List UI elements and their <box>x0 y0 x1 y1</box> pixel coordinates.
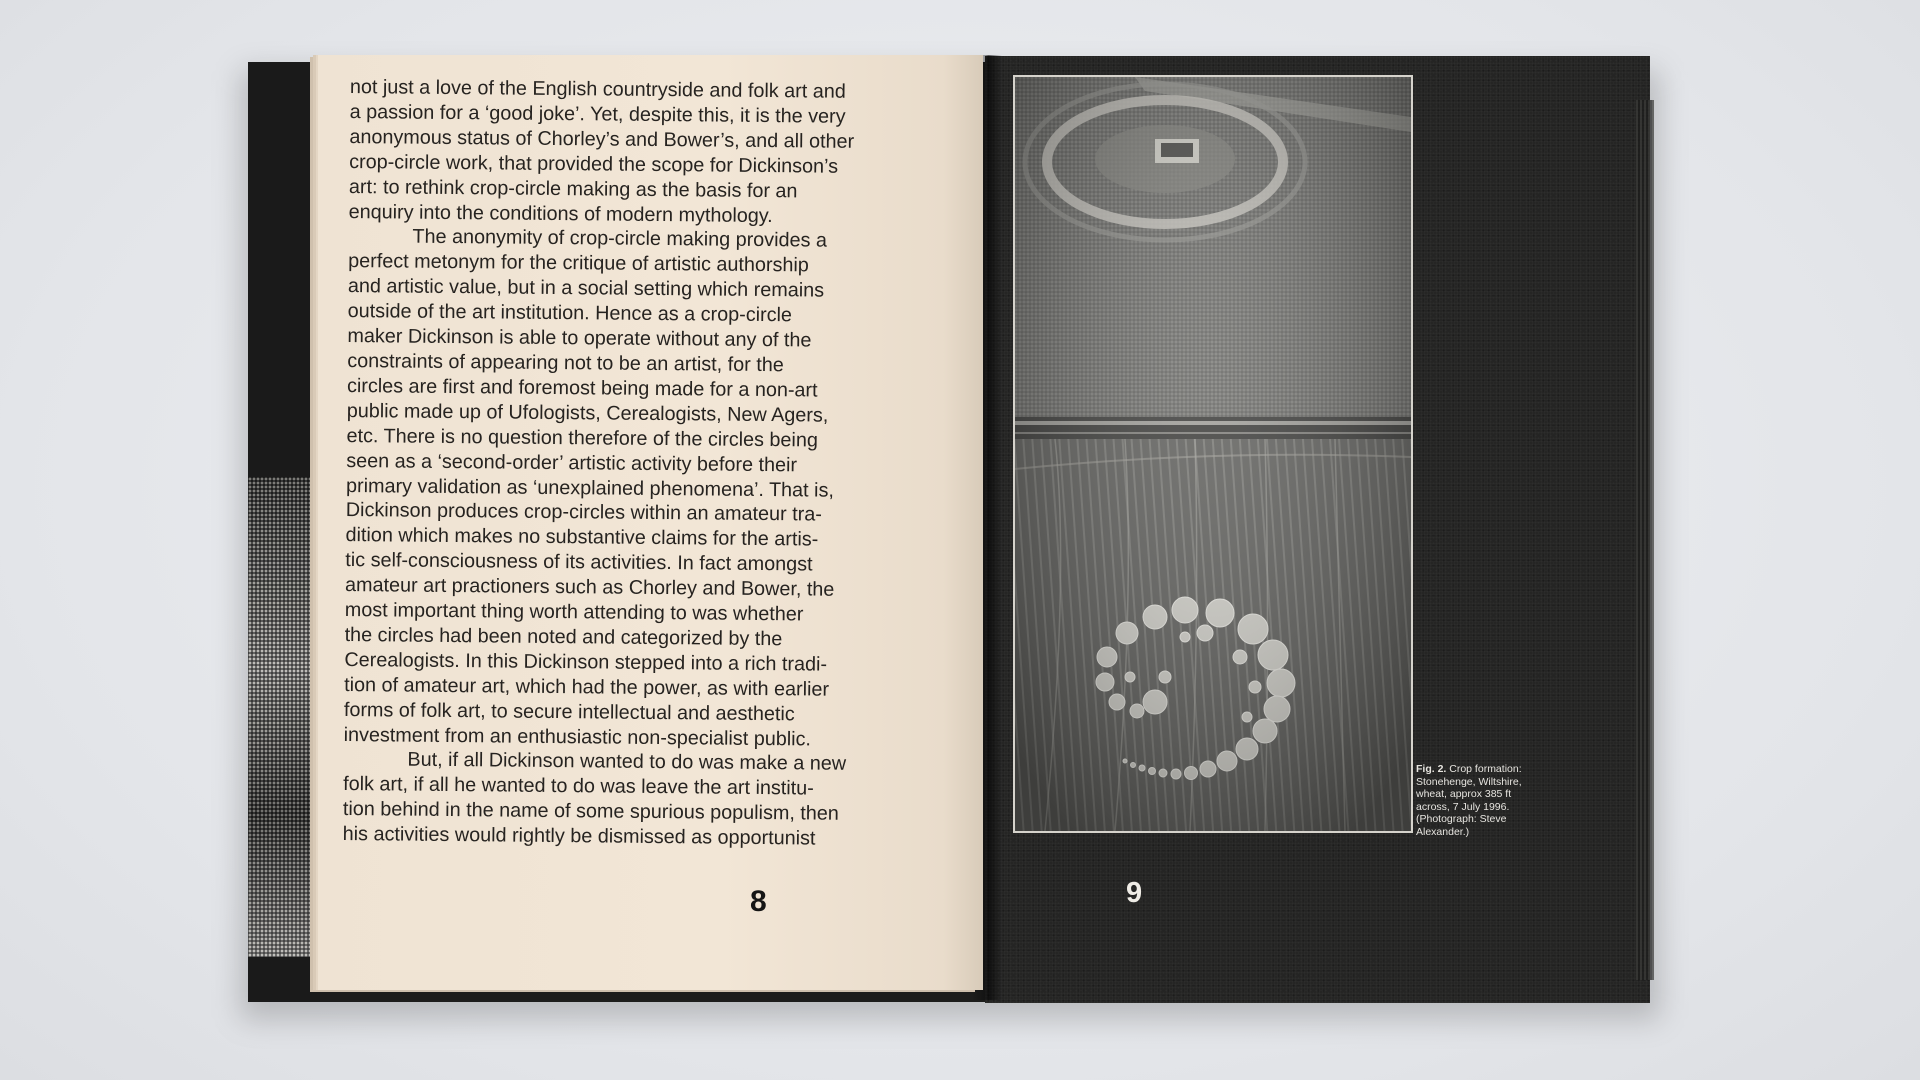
text-line: dition which makes no substantive claims for the artis- <box>345 524 819 551</box>
halftone-image-edge <box>248 477 320 957</box>
text-line: tic self-consciousness of its activities. In fact amongst <box>345 549 813 576</box>
caption-text: Crop formation: Stonehenge, Wiltshire, wheat, approx 385 ft across, 7 July 1996. (Photograph: Steve Alexander.) <box>1416 763 1522 838</box>
text-line: his activities would rightly be dismissed as opportunist <box>342 823 816 850</box>
caption-label: Fig. 2. <box>1416 763 1447 775</box>
right-page-edge <box>1636 100 1654 980</box>
text-line: maker Dickinson is able to operate without any of the <box>347 325 812 352</box>
text-line: anonymous status of Chorley’s and Bower’s, and all other <box>349 125 855 153</box>
text-line: constraints of appearing not to be an artist, for the <box>347 349 784 377</box>
page-number-right: 9 <box>1126 877 1143 909</box>
left-page <box>318 55 983 990</box>
crop-circle-photo <box>1013 75 1413 833</box>
text-line: crop-circle work, that provided the scope for Dickinson’s <box>349 150 839 178</box>
text-line: outside of the art institution. Hence as a crop-circle <box>347 300 793 327</box>
text-line: primary validation as ‘unexplained phenomena’. That is, <box>345 474 835 502</box>
page-number-left: 8 <box>750 885 767 918</box>
figure-caption <box>1416 763 1536 838</box>
text-line: tion behind in the name of some spurious populism, then <box>342 798 839 826</box>
previous-pages-edge <box>248 62 320 1002</box>
text-line: circles are first and foremost being made for a non-art <box>346 374 818 402</box>
text-line: tion of amateur art, which had the power, as with earlier <box>344 673 830 701</box>
text-line: most important thing worth attending to was whether <box>344 599 804 626</box>
text-line: enquiry into the conditions of modern mythology. <box>348 200 773 227</box>
text-line: Dickinson produces crop-circles within an amateur tra- <box>345 499 822 526</box>
text-line: amateur art practioners such as Chorley and Bower, the <box>344 574 835 601</box>
text-line: folk art, if all he wanted to do was leave the art institu- <box>343 773 814 800</box>
text-line: perfect metonym for the critique of artistic authorship <box>348 250 809 277</box>
text-line: Cerealogists. In this Dickinson stepped into a rich tradi- <box>344 648 828 676</box>
text-line: forms of folk art, to secure intellectual and aesthetic <box>343 698 795 725</box>
body-text <box>343 75 898 852</box>
text-line: public made up of Ufologists, Cerealogists, New Agers, <box>346 399 829 427</box>
text-line: and artistic value, but in a social setting which remains <box>347 275 825 302</box>
text-line: The anonymity of crop-circle making provides a <box>412 226 828 253</box>
text-line: art: to rethink crop-circle making as the basis for an <box>348 175 798 202</box>
text-line: investment from an enthusiastic non-specialist public. <box>343 723 812 751</box>
text-line: But, if all Dickinson wanted to do was make a new <box>407 749 847 776</box>
text-line: etc. There is no question therefore of the circles being <box>346 424 818 452</box>
text-line: not just a love of the English countryside and folk art and <box>349 75 846 103</box>
text-line: seen as a ‘second-order’ artistic activity before their <box>346 449 798 476</box>
text-line: the circles had been noted and categorized by the <box>344 623 783 651</box>
text-line: a passion for a ‘good joke’. Yet, despite this, it is the very <box>349 100 846 128</box>
